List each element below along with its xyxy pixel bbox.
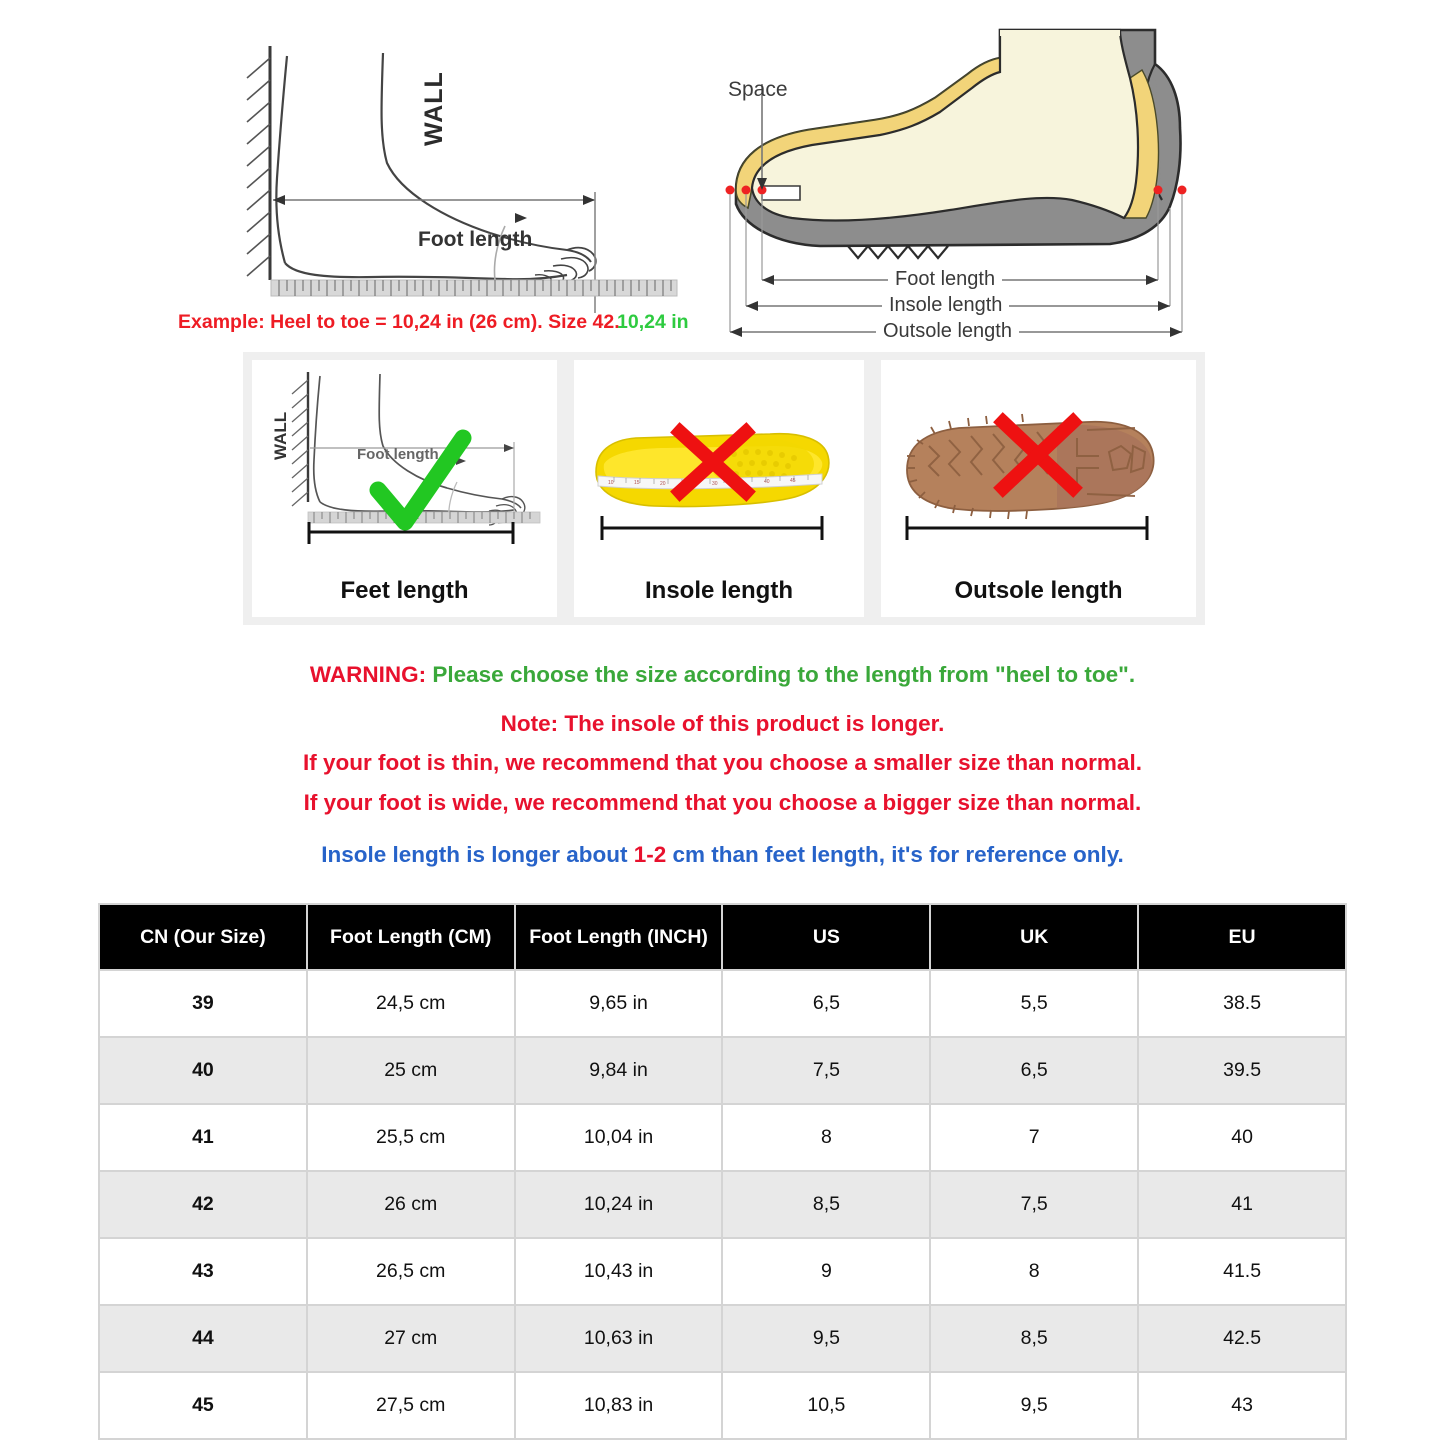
insole-length-dimension-label: Insole length — [882, 294, 1009, 317]
cell-eu: 42.5 — [1138, 1305, 1346, 1372]
cell-cm: 27 cm — [307, 1305, 515, 1372]
cell-us: 8,5 — [722, 1171, 930, 1238]
svg-text:40: 40 — [764, 479, 770, 485]
panel-wall-label: WALL — [271, 411, 290, 460]
warning-line-1-rest: Please choose the size according to the length from "heel to toe". — [426, 662, 1136, 687]
table-row — [99, 1305, 1346, 1372]
size-chart-table — [98, 903, 1347, 1440]
cell-inch: 10,04 in — [515, 1104, 723, 1171]
svg-text:10: 10 — [608, 480, 614, 486]
cell-cm: 26 cm — [307, 1171, 515, 1238]
cell-us: 8 — [722, 1104, 930, 1171]
marker-dot-heel-inner — [1154, 186, 1163, 195]
header-foot-length-inch: Foot Length (INCH) — [515, 904, 723, 970]
panel-caption-insole: Insole length — [644, 577, 793, 604]
cell-uk: 7 — [930, 1104, 1138, 1171]
header-cn: CN (Our Size) — [99, 904, 307, 970]
cell-cn: 40 — [99, 1037, 307, 1104]
size-chart-table-wrapper — [98, 903, 1347, 1440]
table-row — [99, 970, 1346, 1037]
warning-line-3: If your foot is thin, we recommend that you choose a smaller size than normal. — [303, 750, 1142, 775]
cell-us: 6,5 — [722, 970, 930, 1037]
warning-line-5 — [0, 844, 1445, 867]
panel-inner-foot-length-label: Foot length — [357, 446, 439, 463]
panel-outsole-svg — [881, 360, 1196, 570]
cell-uk: 6,5 — [930, 1037, 1138, 1104]
cell-eu: 41.5 — [1138, 1238, 1346, 1305]
table-header — [99, 904, 1346, 970]
warning-line-1 — [0, 664, 1445, 687]
cell-us: 7,5 — [722, 1037, 930, 1104]
marker-dot-heel-outer — [1178, 186, 1187, 195]
svg-text:20: 20 — [660, 481, 666, 487]
top-diagram-section — [0, 0, 1445, 345]
warning-line-4: If your foot is wide, we recommend that you choose a bigger size than normal. — [303, 789, 1142, 815]
outsole-length-dimension-label: Outsole length — [876, 320, 1019, 343]
cell-cm: 27,5 cm — [307, 1372, 515, 1439]
warning-text-block — [0, 648, 1445, 867]
cell-us: 9 — [722, 1238, 930, 1305]
cell-inch: 10,63 in — [515, 1305, 723, 1372]
cell-cn: 44 — [99, 1305, 307, 1372]
cell-us: 9,5 — [722, 1305, 930, 1372]
panel-insole-length — [574, 360, 864, 617]
marker-dot-insole — [742, 186, 751, 195]
wall-label: WALL — [420, 71, 448, 146]
svg-text:45: 45 — [790, 478, 796, 484]
marker-dot-outsole — [726, 186, 735, 195]
cell-uk: 9,5 — [930, 1372, 1138, 1439]
cell-uk: 7,5 — [930, 1171, 1138, 1238]
header-row — [99, 904, 1346, 970]
table-body — [99, 970, 1346, 1439]
header-uk: UK — [930, 904, 1138, 970]
cell-inch: 10,24 in — [515, 1171, 723, 1238]
panel-caption-outsole: Outsole length — [954, 577, 1123, 604]
insole-note-part-c: cm than feet length, it's for reference only. — [666, 842, 1124, 867]
panel-insole-svg — [574, 360, 864, 570]
cell-uk: 8,5 — [930, 1305, 1138, 1372]
table-row — [99, 1037, 1346, 1104]
insole-note-part-a: Insole length is longer about — [321, 842, 634, 867]
cell-cn: 39 — [99, 970, 307, 1037]
insole-note-value: 1-2 — [633, 842, 667, 867]
inch-value-label: 10,24 in — [617, 311, 689, 333]
warning-keyword: WARNING: — [309, 662, 427, 687]
table-row — [99, 1171, 1346, 1238]
table-row — [99, 1104, 1346, 1171]
svg-text:30: 30 — [712, 481, 718, 487]
example-measurement-text: Example: Heel to toe = 10,24 in (26 cm). Size 42. — [178, 311, 620, 333]
panel-outsole-length — [881, 360, 1196, 617]
svg-text:15: 15 — [634, 480, 640, 486]
panel-feet-svg — [252, 360, 557, 570]
cell-inch: 10,83 in — [515, 1372, 723, 1439]
cell-cm: 26,5 cm — [307, 1238, 515, 1305]
cell-eu: 41 — [1138, 1171, 1346, 1238]
panel-caption-feet: Feet length — [340, 577, 469, 604]
foot-against-wall-diagram — [175, 28, 695, 318]
foot-length-dimension-label: Foot length — [888, 268, 1002, 291]
cell-cn: 41 — [99, 1104, 307, 1171]
cell-cm: 24,5 cm — [307, 970, 515, 1037]
foot-length-label: Foot length — [418, 228, 533, 251]
panel-feet-length — [252, 360, 557, 617]
cell-eu: 40 — [1138, 1104, 1346, 1171]
cell-us: 10,5 — [722, 1372, 930, 1439]
space-label: Space — [728, 78, 788, 101]
cell-eu: 38.5 — [1138, 970, 1346, 1037]
header-eu: EU — [1138, 904, 1346, 970]
table-row — [99, 1238, 1346, 1305]
cell-eu: 43 — [1138, 1372, 1346, 1439]
measurement-comparison-panels — [243, 352, 1205, 625]
warning-line-2: Note: The insole of this product is longer. — [500, 710, 945, 736]
cell-inch: 9,84 in — [515, 1037, 723, 1104]
header-us: US — [722, 904, 930, 970]
cell-uk: 8 — [930, 1238, 1138, 1305]
cell-uk: 5,5 — [930, 970, 1138, 1037]
table-row — [99, 1372, 1346, 1439]
cell-cn: 45 — [99, 1372, 307, 1439]
cell-eu: 39.5 — [1138, 1037, 1346, 1104]
header-foot-length-cm: Foot Length (CM) — [307, 904, 515, 970]
cell-cm: 25 cm — [307, 1037, 515, 1104]
cell-inch: 9,65 in — [515, 970, 723, 1037]
cell-cn: 42 — [99, 1171, 307, 1238]
cell-inch: 10,43 in — [515, 1238, 723, 1305]
cell-cn: 43 — [99, 1238, 307, 1305]
cell-cm: 25,5 cm — [307, 1104, 515, 1171]
